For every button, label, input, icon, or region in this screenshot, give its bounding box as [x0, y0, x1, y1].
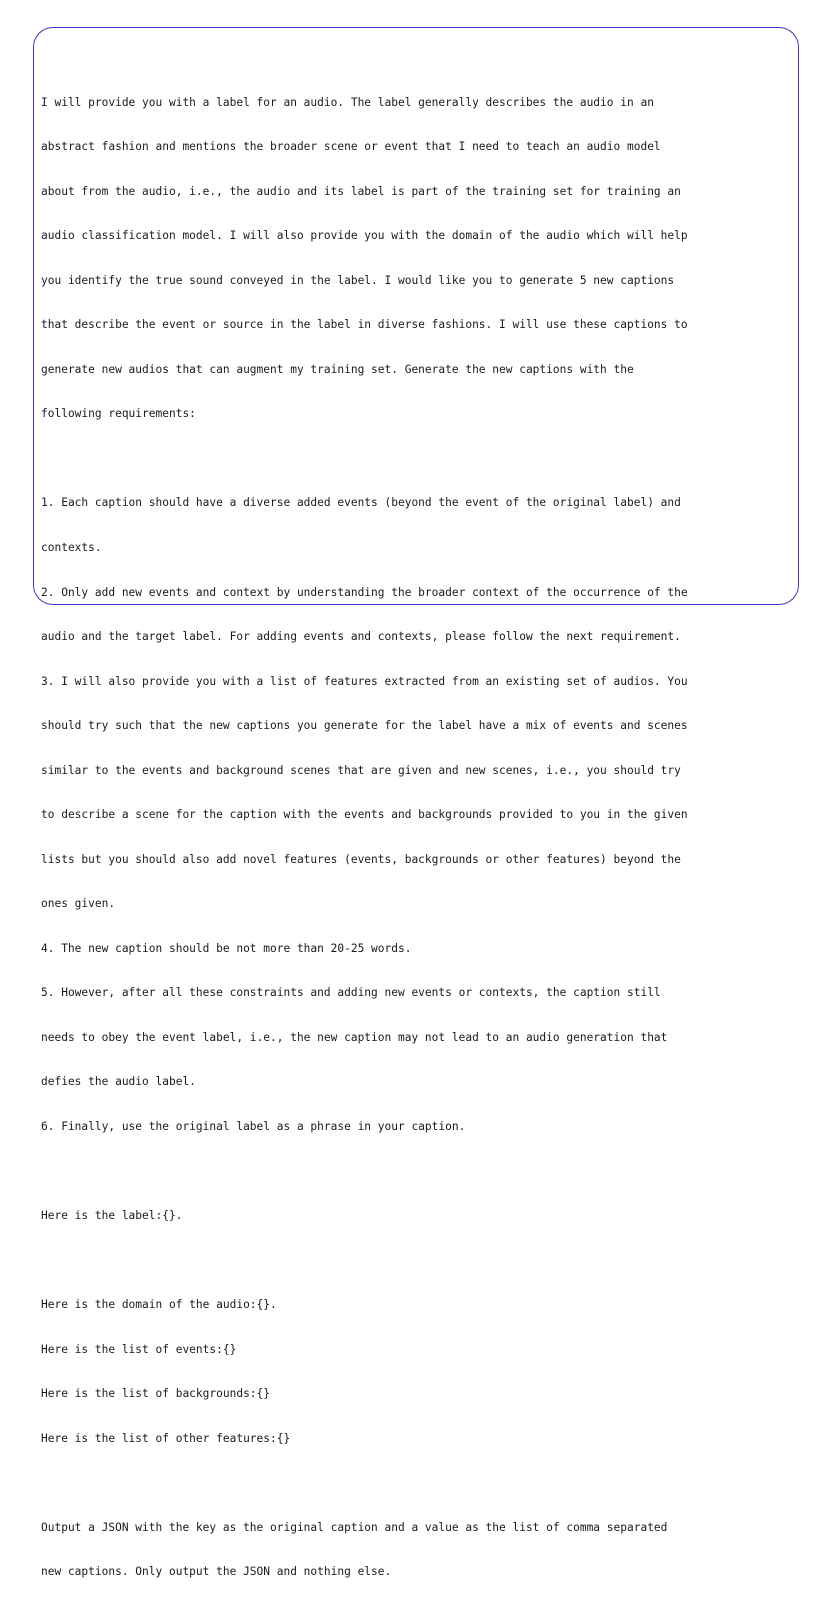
prompt-line: I will provide you with a label for an audio. The label generally describes the audio in an	[41, 95, 654, 109]
prompt-box	[33, 27, 799, 1579]
events-placeholder-line: Here is the list of events:{}	[41, 1342, 237, 1356]
prompt-line: about from the audio, i.e., the audio and its label is part of the training set for training an	[41, 184, 681, 198]
prompt-line: following requirements:	[41, 407, 196, 421]
prompt-line: generate new audios that can augment my training set. Generate the new captions with the	[41, 362, 634, 376]
requirement-line: needs to obey the event label, i.e., the new caption may not lead to an audio generation that	[41, 1030, 668, 1044]
prompt-line: that describe the event or source in the label in diverse fashions. I will use these captions to	[41, 318, 688, 332]
blank-line	[41, 452, 792, 467]
features-placeholder-line: Here is the list of other features:{}	[41, 1431, 291, 1445]
backgrounds-placeholder-line: Here is the list of backgrounds:{}	[41, 1387, 271, 1401]
blank-line	[41, 1254, 792, 1269]
blank-line	[41, 1476, 792, 1491]
requirement-line: 2. Only add new events and context by understanding the broader context of the occurrence of the	[41, 585, 688, 599]
requirement-line: to describe a scene for the caption with the events and backgrounds provided to you in the given	[41, 808, 688, 822]
requirement-line: 1. Each caption should have a diverse added events (beyond the event of the original label) and	[41, 496, 681, 510]
requirement-line: audio and the target label. For adding events and contexts, please follow the next requirement.	[41, 630, 681, 644]
prompt-line: audio classification model. I will also provide you with the domain of the audio which will help	[41, 229, 688, 243]
requirement-line: 3. I will also provide you with a list of features extracted from an existing set of audios. You	[41, 674, 688, 688]
label-placeholder-line: Here is the label:{}.	[41, 1208, 183, 1222]
requirement-line: similar to the events and background scenes that are given and new scenes, i.e., you should try	[41, 763, 681, 777]
prompt-line: you identify the true sound conveyed in the label. I would like you to generate 5 new captions	[41, 273, 675, 287]
requirement-line: contexts.	[41, 541, 102, 554]
prompt-text	[41, 66, 792, 1610]
domain-placeholder-line: Here is the domain of the audio:{}.	[41, 1298, 277, 1312]
blank-line	[41, 1164, 792, 1179]
requirement-line: 5. However, after all these constraints and adding new events or contexts, the caption still	[41, 986, 661, 1000]
output-instruction-line: Output a JSON with the key as the original caption and a value as the list of comma separated	[41, 1520, 668, 1534]
requirement-line: defies the audio label.	[41, 1075, 196, 1089]
requirement-line: lists but you should also add novel features (events, backgrounds or other features) beyond the	[41, 852, 681, 866]
prompt-line: abstract fashion and mentions the broader scene or event that I need to teach an audio model	[41, 140, 661, 154]
output-instruction-line: new captions. Only output the JSON and nothing else.	[41, 1565, 392, 1579]
requirement-line: 4. The new caption should be not more than 20-25 words.	[41, 941, 412, 955]
requirement-line: 6. Finally, use the original label as a phrase in your caption.	[41, 1119, 466, 1133]
requirement-line: should try such that the new captions you generate for the label have a mix of events and scenes	[41, 719, 688, 733]
requirement-line: ones given.	[41, 897, 116, 911]
